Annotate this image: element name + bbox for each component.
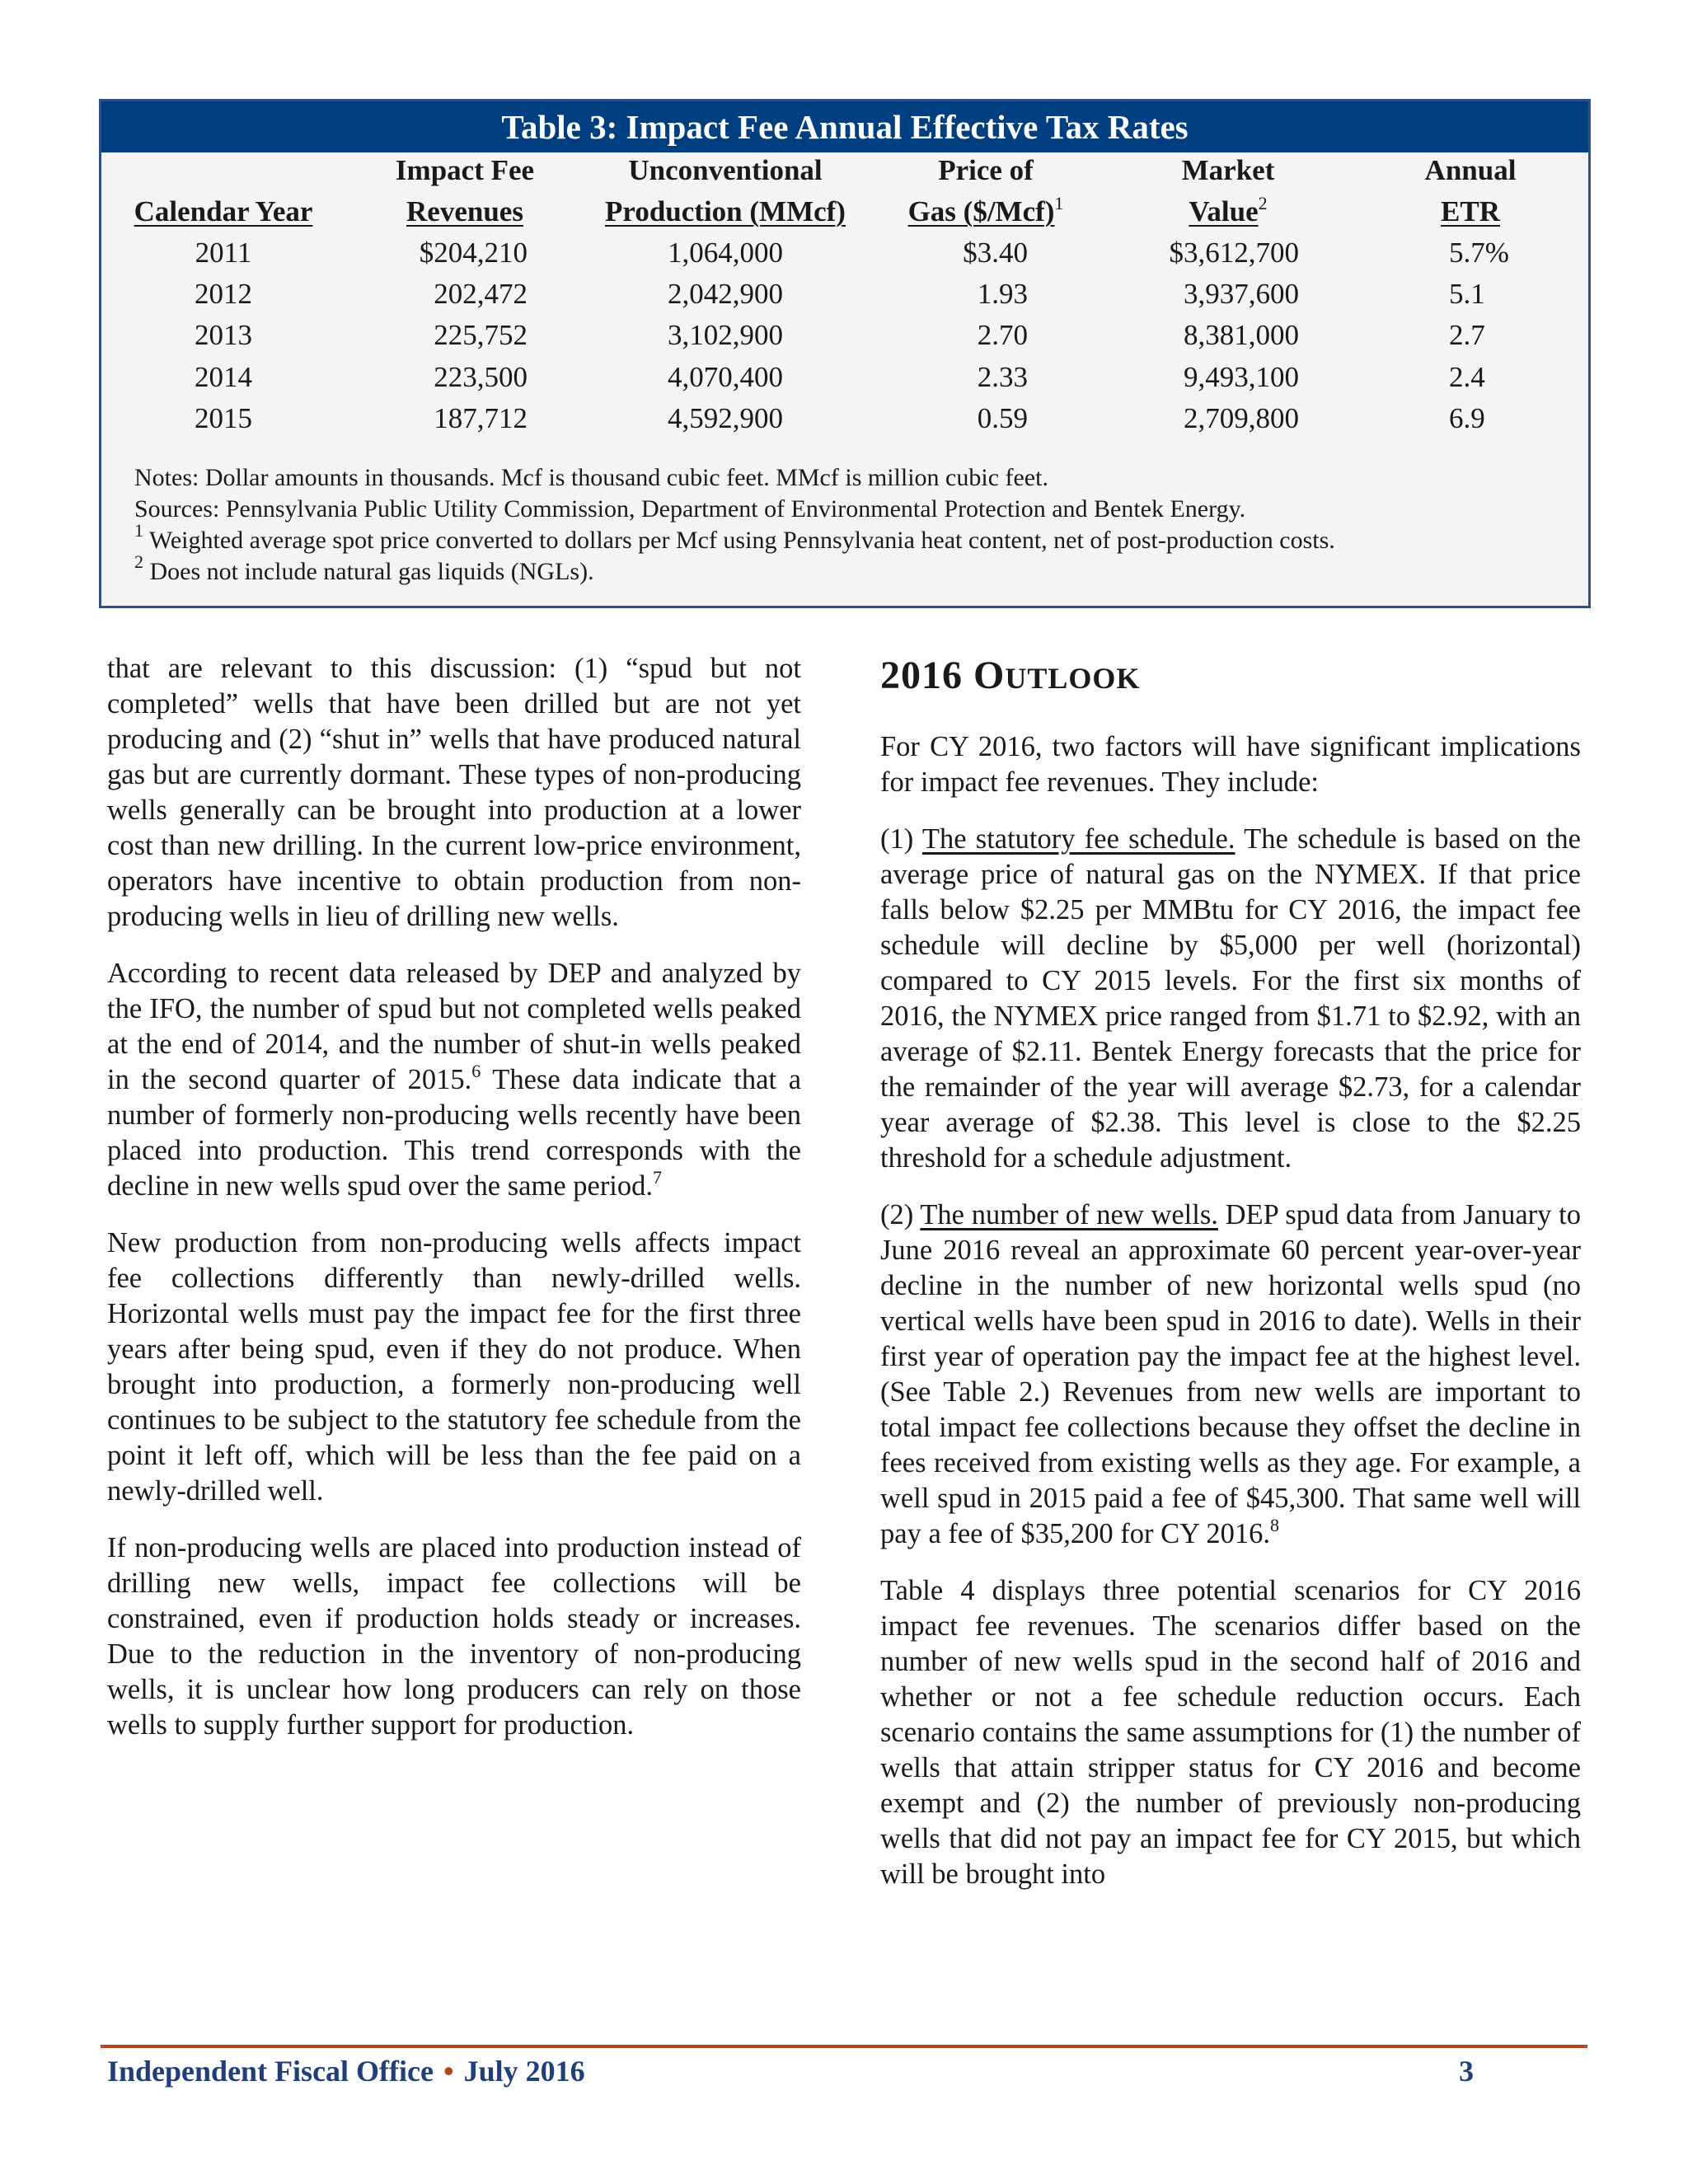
footnote-ref: 8 <box>1269 1515 1279 1535</box>
footer-bullet: • <box>443 2055 454 2088</box>
cell-price: 2.70 <box>977 319 1028 351</box>
body-paragraph <box>880 1197 1581 1552</box>
table-row <box>101 402 1588 443</box>
table-row <box>101 278 1588 319</box>
cell-price: $3.40 <box>963 237 1028 269</box>
table-3-box <box>99 99 1591 608</box>
cell-revenue: 187,712 <box>434 402 528 434</box>
right-column <box>880 651 1581 1914</box>
cell-market: $3,612,700 <box>1169 237 1299 269</box>
item-lead: The number of new wells. <box>920 1199 1218 1230</box>
footnote-ref: 6 <box>471 1061 481 1081</box>
footer-left <box>107 2054 585 2088</box>
paragraph-text: According to recent data released by DEP and analyzed by the IFO, the number of spud but not completed wells peaked at the end of 2014, and the number of shut-in wells peaked in the second quarter of 2015. <box>107 958 801 1095</box>
cell-production: 2,042,900 <box>668 278 783 310</box>
table-source: Sources: Pennsylvania Public Utility Commission, Department of Environmental Protection and Bentek Energy. <box>134 495 1246 523</box>
cell-market: 2,709,800 <box>1184 402 1299 434</box>
cell-production: 4,070,400 <box>668 361 783 393</box>
cell-price: 1.93 <box>977 278 1028 310</box>
header-revenue-line1: Impact Fee <box>395 154 535 186</box>
paragraph-text: DEP spud data from January to June 2016 reveal an approximate 60 percent year-over-year decline in the number of new horizontal wells spud (no vertical wells have been spud in 2016 to date). Wells in their first year of operation pay the impact fee at the highest level. (See Table 2.) Revenues from new wells are important to total impact fee collections because they offset the decline in fees received from existing wells as they age. For example, a well spud in 2015 paid a fee of $45,300. That same well will pay a fee of $35,200 for CY 2016. <box>880 1199 1581 1549</box>
body-paragraph: that are relevant to this discussion: (1) “spud but not completed” wells that have been drilled but are not yet producing and (2) “shut in” wells that have produced natural gas but are currently dormant. These types of non-producing wells generally can be brought into production at a lower cost than new drilling. In the current low-price environment, operators have incentive to obtain production from non-producing wells in lieu of drilling new wells. <box>107 653 801 932</box>
cell-price: 0.59 <box>977 402 1028 434</box>
body-paragraph <box>880 822 1581 1176</box>
item-number: (2) <box>880 1199 921 1230</box>
footnote-text: Weighted average spot price converted to dollars per Mcf using Pennsylvania heat content, net of post-production costs. <box>143 527 1335 554</box>
table-notes <box>134 462 1335 588</box>
header-price-line2 <box>908 195 1064 228</box>
cell-year: 2013 <box>195 319 252 351</box>
footer-rule <box>101 2045 1587 2048</box>
cell-production: 3,102,900 <box>668 319 783 351</box>
table-row <box>101 361 1588 402</box>
section-heading <box>880 654 1581 697</box>
cell-etr: 2.4 <box>1449 361 1485 393</box>
header-market-line1: Market <box>1181 154 1275 186</box>
header-market-label: Value <box>1189 195 1259 227</box>
table-footnote <box>134 520 1335 556</box>
cell-year: 2015 <box>195 402 252 434</box>
cell-etr: 5.1 <box>1449 278 1485 310</box>
page-number: 3 <box>1459 2055 1474 2088</box>
cell-revenue: 223,500 <box>434 361 528 393</box>
header-market-sup: 2 <box>1258 193 1268 213</box>
cell-revenue: 225,752 <box>434 319 528 351</box>
footnote-ref: 7 <box>653 1167 663 1188</box>
paragraph-text: The schedule is based on the average price of natural gas on the NYMEX. If that price falls below $2.25 per MMBtu for CY 2016, the impact fee schedule will decline by $5,000 per well (horizontal) compared to CY 2015 levels. For the first six months of 2016, the NYMEX price ranged from $1.71 to $2.92, with an average of $2.11. Bentek Energy forecasts that the price for the remainder of the year will average $2.73, for a calendar year average of $2.38. This level is close to the $2.25 threshold for a schedule adjustment. <box>880 823 1581 1174</box>
table-header-row-2 <box>101 195 1588 237</box>
heading-part: 2016 O <box>880 654 1006 697</box>
cell-market: 8,381,000 <box>1184 319 1299 351</box>
header-production-line1: Unconventional <box>628 154 823 186</box>
cell-revenue: 202,472 <box>434 278 528 310</box>
cell-etr: 6.9 <box>1449 402 1485 434</box>
header-year: Calendar Year <box>134 195 313 227</box>
table-row <box>101 237 1588 278</box>
body-paragraph: Table 4 displays three potential scenarios for CY 2016 impact fee revenues. The scenarios differ based on the number of new wells spud in the second half of 2016 and whether or not a fee schedule reduction occurs. Each scenario contains the same assumptions for (1) the number of wells that attain stripper status for CY 2016 and become exempt and (2) the number of previously non-producing wells that did not pay an impact fee for CY 2015, but which will be brought into <box>880 1575 1581 1890</box>
table-header-row-1 <box>101 154 1588 195</box>
footer-org: Independent Fiscal Office <box>107 2055 434 2088</box>
body-paragraph: If non-producing wells are placed into production instead of drilling new wells, impact fee collections will be constrained, even if production holds steady or increases. Due to the reduction in the inventory of non-producing wells, it is unclear how long producers can rely on those wells to supply further support for production. <box>107 1532 801 1741</box>
cell-etr: 2.7 <box>1449 319 1485 351</box>
header-etr: ETR <box>1441 195 1500 227</box>
cell-price: 2.33 <box>977 361 1028 393</box>
header-revenue-line2: Revenues <box>406 195 523 227</box>
header-price-sup: 1 <box>1054 193 1064 213</box>
cell-year: 2012 <box>195 278 252 310</box>
item-lead: The statutory fee schedule. <box>921 823 1236 855</box>
cell-market: 9,493,100 <box>1184 361 1299 393</box>
header-production-line2: Production (MMcf) <box>605 195 846 227</box>
cell-year: 2014 <box>195 361 252 393</box>
body-paragraph: For CY 2016, two factors will have significant implications for impact fee revenues. They include: <box>880 731 1581 798</box>
cell-year: 2011 <box>195 237 252 269</box>
paragraph-text: These data indicate that a number of formerly non-producing wells recently have been placed into production. This trend corresponds with the decline in new wells spud over the same period. <box>107 1064 802 1202</box>
body-paragraph <box>107 956 801 1204</box>
item-number: (1) <box>880 823 922 855</box>
header-price-line1: Price of <box>938 154 1034 186</box>
header-price-label: Gas ($/Mcf) <box>907 195 1055 227</box>
heading-smallcaps: UTLOOK <box>1005 662 1141 695</box>
cell-production: 1,064,000 <box>668 237 783 269</box>
cell-etr: 5.7% <box>1449 237 1509 269</box>
cell-market: 3,937,600 <box>1184 278 1299 310</box>
left-column <box>107 651 801 1765</box>
footer-date: July 2016 <box>463 2055 585 2088</box>
table-row <box>101 319 1588 360</box>
header-etr-line1: Annual <box>1424 154 1517 186</box>
footnote-text: Does not include natural gas liquids (NGLs). <box>143 558 594 585</box>
cell-revenue: $204,210 <box>419 237 528 269</box>
body-paragraph: New production from non-producing wells affects impact fee collections differently than newly-drilled wells. Horizontal wells must pay the impact fee for the first three years after being spud, even if they do not produce. When brought into production, a formerly non-producing well continues to be subject to the statutory fee schedule from the point it left off, which will be less than the fee paid on a newly-drilled well. <box>107 1227 801 1507</box>
cell-production: 4,592,900 <box>668 402 783 434</box>
table-title: Table 3: Impact Fee Annual Effective Tax Rates <box>101 101 1588 152</box>
table-footnote <box>134 551 1335 588</box>
header-market-line2 <box>1189 195 1267 228</box>
table-note: Notes: Dollar amounts in thousands. Mcf is thousand cubic feet. MMcf is million cubic feet. <box>134 464 1048 491</box>
footnote-mark: 1 <box>134 520 143 541</box>
footnote-mark: 2 <box>134 551 143 572</box>
